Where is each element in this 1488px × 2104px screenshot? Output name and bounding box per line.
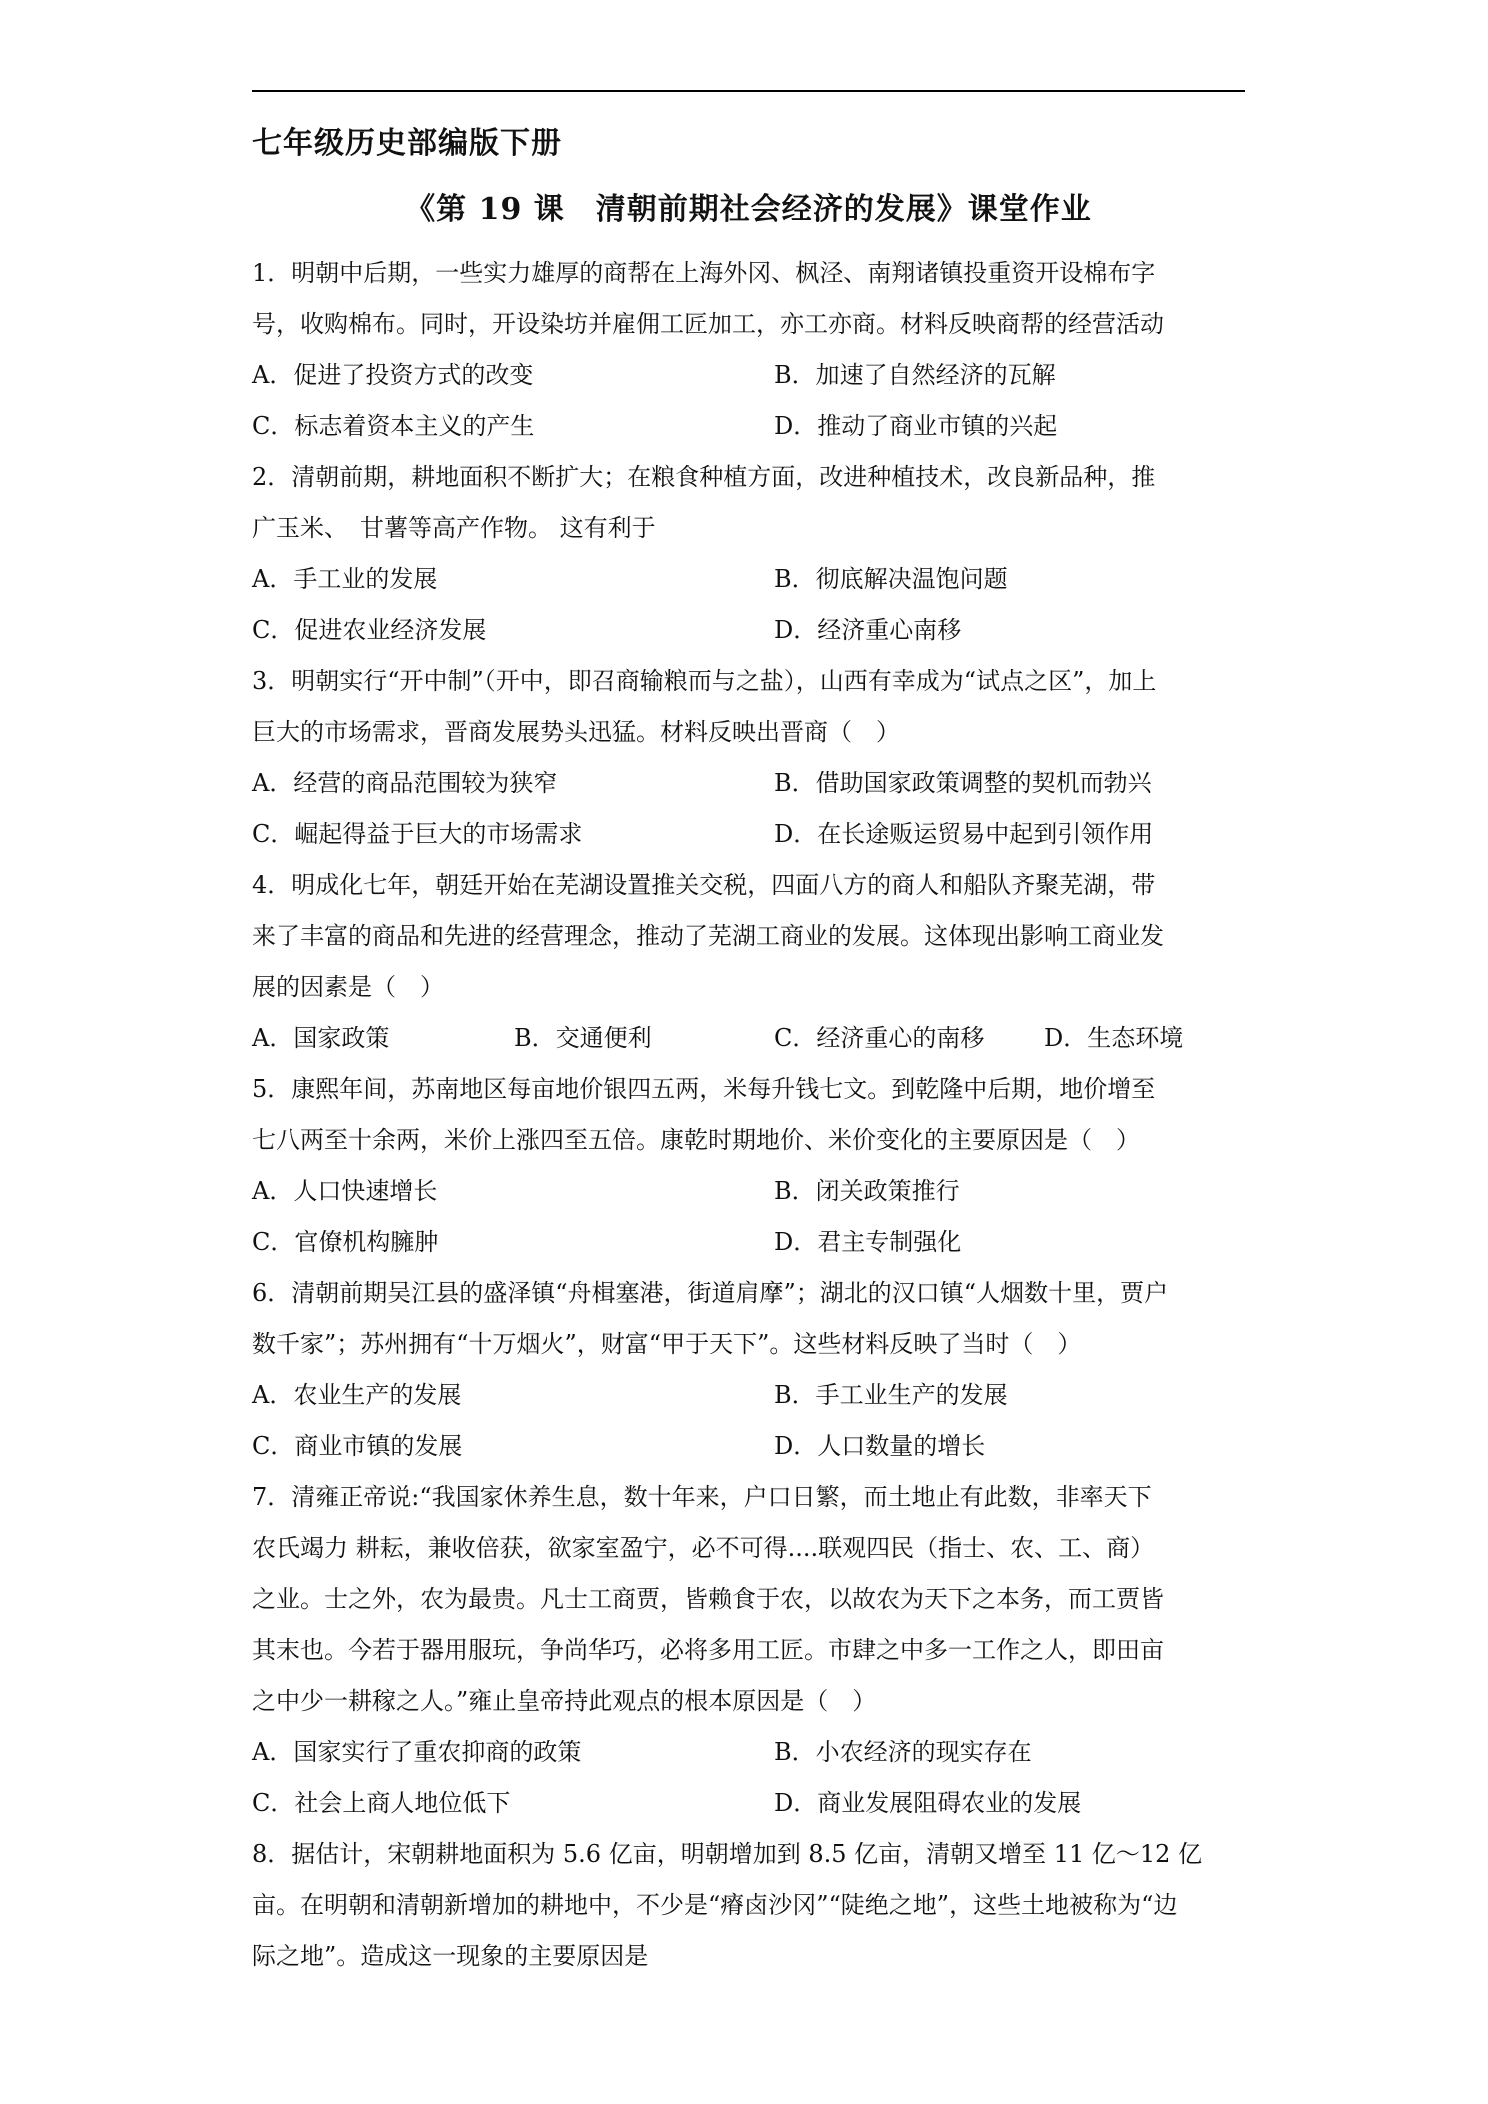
- question-text-line: 1．明朝中后期，一些实力雄厚的商帮在上海外冈、枫泾、南翔诸镇投重资开设棉布字: [252, 259, 1156, 287]
- option-c: C．社会上商人地位低下: [252, 1789, 511, 1817]
- question-4: [252, 860, 1245, 1064]
- question-5: [252, 1064, 1245, 1268]
- question-text-line: 际之地”。造成这一现象的主要原因是: [252, 1942, 649, 1970]
- question-2: [252, 452, 1245, 656]
- question-text-line: 8．据估计，宋朝耕地面积为 5.6 亿亩，明朝增加到 8.5 亿亩，清朝又增至 11 亿～12 亿: [252, 1840, 1203, 1868]
- question-text-line: 之业。士之外，农为最贵。凡士工商贾，皆赖食于农，以故农为天下之本务，而工贾皆: [252, 1585, 1164, 1613]
- option-d: D．人口数量的增长: [774, 1432, 986, 1460]
- question-text-line: 4．明成化七年，朝廷开始在芜湖设置推关交税，四面八方的商人和船队齐聚芜湖，带: [252, 871, 1156, 899]
- question-text-line: 七八两至十余两，米价上涨四至五倍。康乾时期地价、米价变化的主要原因是（ ）: [252, 1126, 1140, 1154]
- question-text-line: 亩。在明朝和清朝新增加的耕地中，不少是“瘠卤沙冈”“陡绝之地”，这些土地被称为“边: [252, 1891, 1178, 1919]
- option-b: B．加速了自然经济的瓦解: [774, 361, 1056, 389]
- option-a: A．经营的商品范围较为狭窄: [252, 769, 558, 797]
- question-text-line: 其末也。今若于器用服玩，争尚华巧，必将多用工匠。市肆之中多一工作之人，即田亩: [252, 1636, 1164, 1664]
- question-text-line: 5．康熙年间，苏南地区每亩地价银四五两，米每升钱七文。到乾隆中后期，地价增至: [252, 1075, 1156, 1103]
- option-b: B．小农经济的现实存在: [774, 1738, 1032, 1766]
- option-a: A．国家政策: [252, 1024, 390, 1052]
- question-text-line: 农氏竭力 耕耘，兼收倍获，欲家室盈宁，必不可得....联观四民（指士、农、工、商）: [252, 1534, 1155, 1562]
- option-a: A．促进了投资方式的改变: [252, 361, 534, 389]
- question-list: [252, 248, 1245, 1982]
- question-1: [252, 248, 1245, 452]
- option-c: C．商业市镇的发展: [252, 1432, 463, 1460]
- question-3: [252, 656, 1245, 860]
- question-text-line: 广玉米、 甘薯等高产作物。 这有利于: [252, 514, 656, 542]
- question-text-line: 3．明朝实行“开中制”（开中，即召商输粮而与之盐），山西有幸成为“试点之区”，加上: [252, 667, 1157, 695]
- question-text-line: 之中少一耕稼之人。”雍止皇帝持此观点的根本原因是（ ）: [252, 1687, 877, 1715]
- question-text-line: 来了丰富的商品和先进的经营理念，推动了芜湖工商业的发展。这体现出影响工商业发: [252, 922, 1164, 950]
- option-b: B．闭关政策推行: [774, 1177, 960, 1205]
- question-text-line: 数千家”；苏州拥有“十万烟火”，财富“甲于天下”。这些材料反映了当时（ ）: [252, 1330, 1082, 1358]
- option-d: D．君主专制强化: [774, 1228, 962, 1256]
- option-d: D．在长途贩运贸易中起到引领作用: [774, 820, 1154, 848]
- document-header: 七年级历史部编版下册: [252, 126, 562, 161]
- option-c: C．经济重心的南移: [774, 1024, 985, 1052]
- option-a: A．农业生产的发展: [252, 1381, 462, 1409]
- option-d: D．生态环境: [1044, 1024, 1184, 1052]
- question-text-line: 6．清朝前期吴江县的盛泽镇“舟楫塞港，街道肩摩”；湖北的汉口镇“人烟数十里，贾户: [252, 1279, 1169, 1307]
- header-rule: [252, 90, 1245, 92]
- question-text-line: 号，收购棉布。同时，开设染坊并雇佣工匠加工，亦工亦商。材料反映商帮的经营活动: [252, 310, 1164, 338]
- question-text-line: 7．清雍正帝说:“我国家休养生息，数十年来，户口日繁，而土地止有此数，非率天下: [252, 1483, 1152, 1511]
- option-c: C．官僚机构臃肿: [252, 1228, 439, 1256]
- question-text-line: 展的因素是（ ）: [252, 973, 444, 1001]
- option-b: B．交通便利: [514, 1024, 652, 1052]
- question-text-line: 巨大的市场需求，晋商发展势头迅猛。材料反映出晋商（ ）: [252, 718, 900, 746]
- document-title: 《第 19 课 清朝前期社会经济的发展》课堂作业: [405, 192, 1092, 227]
- option-d: D．推动了商业市镇的兴起: [774, 412, 1058, 440]
- option-c: C．标志着资本主义的产生: [252, 412, 535, 440]
- question-7: [252, 1472, 1245, 1829]
- option-c: C．崛起得益于巨大的市场需求: [252, 820, 583, 848]
- question-text-line: 2．清朝前期，耕地面积不断扩大；在粮食种植方面，改进种植技术，改良新品种，推: [252, 463, 1156, 491]
- option-d: D．商业发展阻碍农业的发展: [774, 1789, 1082, 1817]
- option-b: B．彻底解决温饱问题: [774, 565, 1008, 593]
- option-b: B．手工业生产的发展: [774, 1381, 1008, 1409]
- option-a: A．人口快速增长: [252, 1177, 438, 1205]
- option-b: B．借助国家政策调整的契机而勃兴: [774, 769, 1152, 797]
- question-6: [252, 1268, 1245, 1472]
- option-a: A．国家实行了重农抑商的政策: [252, 1738, 582, 1766]
- question-8: [252, 1829, 1245, 1982]
- option-c: C．促进农业经济发展: [252, 616, 487, 644]
- option-a: A．手工业的发展: [252, 565, 438, 593]
- option-d: D．经济重心南移: [774, 616, 962, 644]
